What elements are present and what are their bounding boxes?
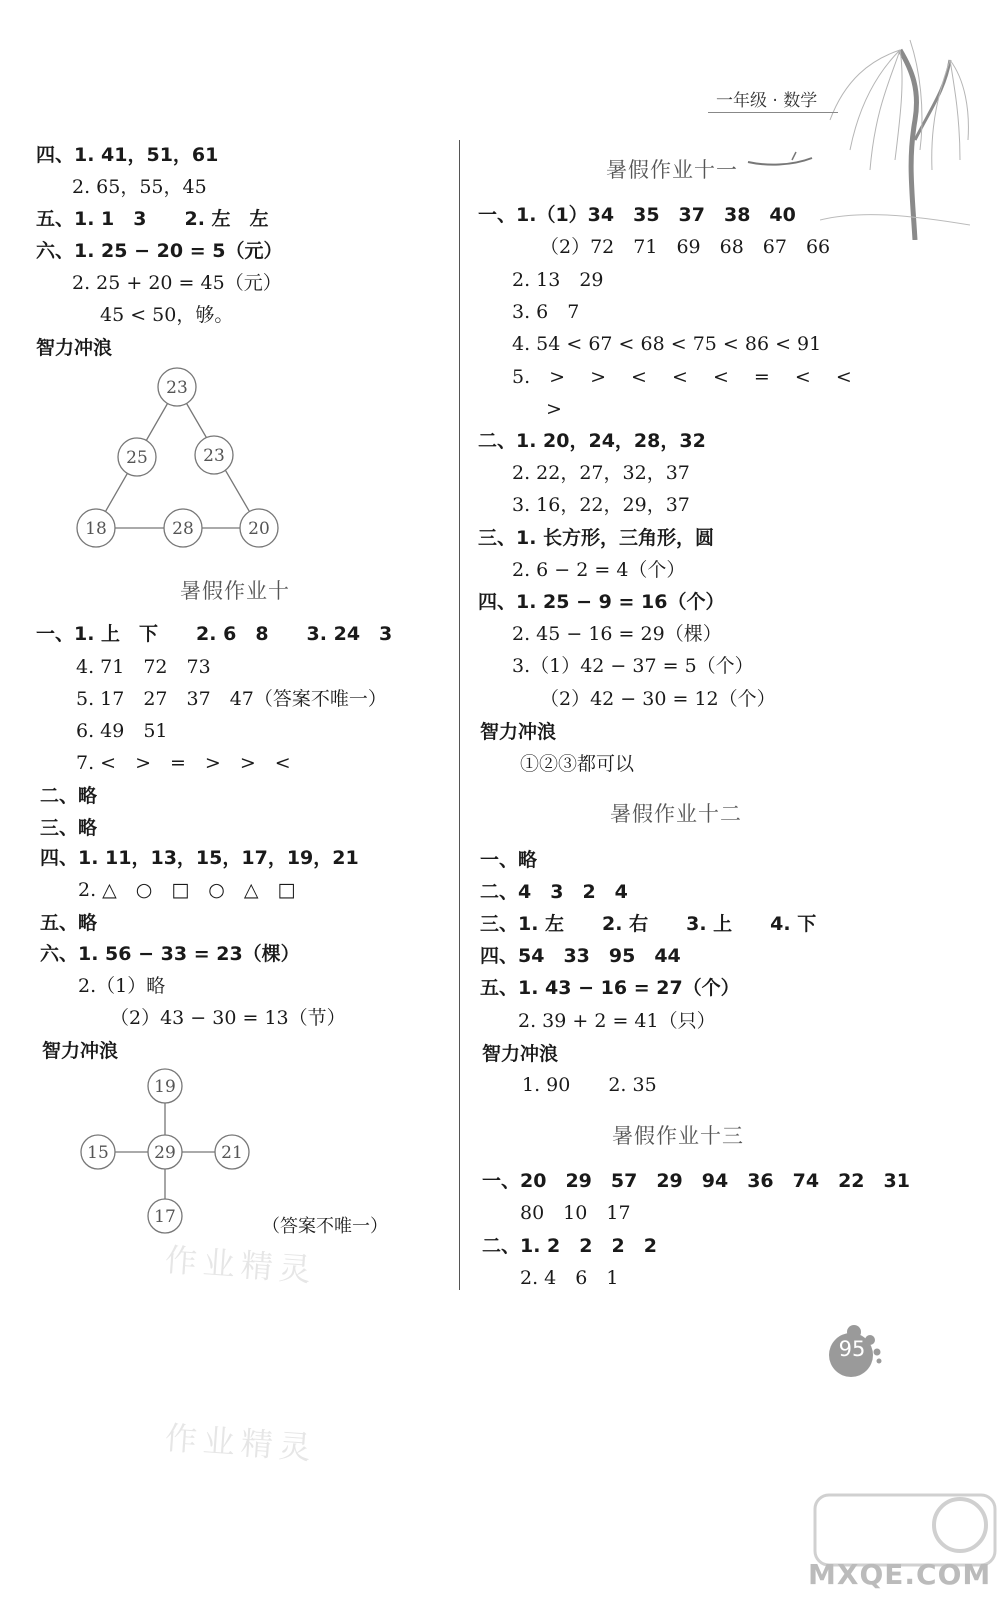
s11-line-11: 三、1. 长方形，三角形，圆 <box>478 527 715 549</box>
s10-line-10: 五、略 <box>40 912 98 934</box>
s11-line-12: 2. 6 − 2 = 4（个） <box>512 559 686 581</box>
s11-line-9: 2. 22，27，32，37 <box>512 462 690 484</box>
s12-line-6: 2. 39 + 2 = 41（只） <box>518 1010 716 1032</box>
challenge-answer-3: ①②③都可以 <box>520 753 635 775</box>
s10-line-8: 四、1. 11，13，15，17，19，21 <box>40 847 359 869</box>
triangle-number-diagram <box>70 362 290 552</box>
s12-line-1: 一、略 <box>480 849 538 871</box>
boat-icon <box>746 150 816 170</box>
s11-line-3: 2. 13 29 <box>512 269 604 291</box>
logo-domain-text: MXQE.COM <box>808 1558 992 1591</box>
s11-line-13: 四、1. 25 − 9 = 16（个） <box>478 591 725 613</box>
s11-line-4: 3. 6 7 <box>512 301 580 323</box>
s10-line-12: 2.（1）略 <box>78 975 166 997</box>
s10-line-3: 5. 17 27 37 47（答案不唯一） <box>76 688 387 710</box>
left-line-2: 2. 65，55，45 <box>72 176 207 198</box>
svg-text:28: 28 <box>172 519 194 539</box>
svg-text:19: 19 <box>154 1077 176 1097</box>
svg-text:25: 25 <box>126 448 148 468</box>
triangle-node-top <box>158 368 196 406</box>
s11-line-8: 二、1. 20，24，28，32 <box>478 430 706 452</box>
page-number: 95 <box>838 1337 866 1361</box>
cross-number-diagram <box>78 1066 258 1242</box>
section-title-10: 暑假作业十 <box>180 579 290 603</box>
svg-text:23: 23 <box>203 446 225 466</box>
triangle-node-right-mid <box>195 436 233 474</box>
svg-text:18: 18 <box>85 519 107 539</box>
s12-line-3: 三、1. 左 2. 右 3. 上 4. 下 <box>480 913 817 935</box>
s12-line-5: 五、1. 43 − 16 = 27（个） <box>480 977 740 999</box>
s11-line-5: 4. 54 < 67 < 68 < 75 < 86 < 91 <box>512 333 822 355</box>
cross-node-right <box>215 1135 249 1169</box>
s11-line-7: > <box>546 398 562 420</box>
cross-node-bottom <box>148 1199 182 1233</box>
svg-text:17: 17 <box>154 1207 176 1227</box>
triangle-node-left-mid <box>118 438 156 476</box>
challenge-heading-1: 智力冲浪 <box>36 337 113 359</box>
s11-line-10: 3. 16，22，29，37 <box>512 494 690 516</box>
s10-line-6: 二、略 <box>40 785 98 807</box>
s13-line-2: 80 10 17 <box>520 1202 631 1224</box>
s10-line-13: （2）43 − 30 = 13（节） <box>110 1007 346 1029</box>
s13-line-3: 二、1. 2 2 2 2 <box>482 1235 657 1257</box>
s10-line-11: 六、1. 56 − 33 = 23（棵） <box>40 943 300 965</box>
challenge-heading-2: 智力冲浪 <box>42 1040 119 1062</box>
s11-line-16: （2）42 − 30 = 12（个） <box>540 688 776 710</box>
left-line-4: 六、1. 25 − 20 = 5（元） <box>36 240 283 262</box>
s10-line-9: 2. △ ○ □ ○ △ □ <box>78 879 296 901</box>
s11-line-2: （2）72 71 69 68 67 66 <box>540 236 831 258</box>
svg-text:23: 23 <box>166 378 188 398</box>
column-divider <box>459 140 460 1290</box>
cross-node-top <box>148 1069 182 1103</box>
willow-tree-illustration <box>820 10 970 240</box>
section-title-13: 暑假作业十三 <box>612 1124 744 1148</box>
triangle-node-bottom-mid <box>164 509 202 547</box>
s13-line-1: 一、20 29 57 29 94 36 74 22 31 <box>482 1170 910 1192</box>
s12-line-4: 四、54 33 95 44 <box>480 945 681 967</box>
header-grade-subject: 一年级 · 数学 <box>716 91 818 111</box>
s10-line-4: 6. 49 51 <box>76 720 168 742</box>
s11-line-14: 2. 45 − 16 = 29（棵） <box>512 623 722 645</box>
cross-node-center <box>148 1135 182 1169</box>
s10-line-7: 三、略 <box>40 817 98 839</box>
svg-text:29: 29 <box>154 1143 176 1163</box>
s11-line-1: 一、1.（1）34 35 37 38 40 <box>478 204 796 226</box>
s12-line-2: 二、4 3 2 4 <box>480 881 628 903</box>
svg-text:15: 15 <box>87 1143 109 1163</box>
challenge-heading-4: 智力冲浪 <box>482 1043 559 1065</box>
svg-text:21: 21 <box>221 1143 243 1163</box>
left-line-1: 四、1. 41，51，61 <box>36 144 219 166</box>
s13-line-4: 2. 4 6 1 <box>520 1267 619 1289</box>
cross-node-left <box>81 1135 115 1169</box>
s10-line-1: 一、1. 上 下 2. 6 8 3. 24 3 <box>36 623 393 645</box>
s11-line-15: 3.（1）42 − 37 = 5（个） <box>512 655 754 677</box>
left-line-5: 2. 25 + 20 = 45（元） <box>72 272 282 294</box>
header-rule <box>708 112 838 113</box>
section-title-11: 暑假作业十一 <box>606 158 738 182</box>
cross-note: （答案不唯一） <box>262 1216 388 1237</box>
s10-line-2: 4. 71 72 73 <box>76 656 211 678</box>
section-title-12: 暑假作业十二 <box>610 802 742 826</box>
s11-line-6: 5. > > < < < = < < <box>512 366 852 388</box>
watermark-1: 作业精灵 <box>163 1240 319 1290</box>
left-line-6: 45 < 50，够。 <box>100 304 234 326</box>
triangle-node-bottom-left <box>77 509 115 547</box>
s10-line-5: 7. < > = > > < <box>76 752 291 774</box>
challenge-answer-4: 1. 90 2. 35 <box>522 1074 657 1096</box>
left-line-3: 五、1. 1 3 2. 左 左 <box>36 208 269 230</box>
watermark-2: 作业精灵 <box>163 1418 319 1468</box>
svg-text:20: 20 <box>248 519 270 539</box>
triangle-node-bottom-right <box>240 509 278 547</box>
challenge-heading-3: 智力冲浪 <box>480 721 557 743</box>
